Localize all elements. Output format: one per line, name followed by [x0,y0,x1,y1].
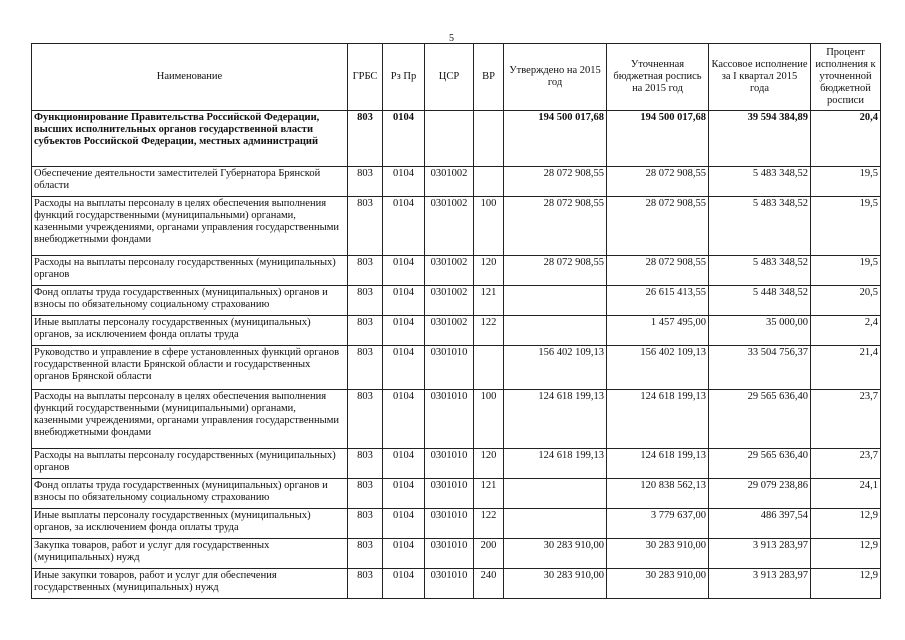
cell-name: Функционирование Правительства Российской Федерации, высших исполнительных органов государственной власти субъектов Российской Федерации, местных администраций [32,111,348,167]
cell-approved: 124 618 199,13 [504,449,607,479]
cell-name: Фонд оплаты труда государственных (муниципальных) органов и взносы по обязательному социальному страхованию [32,479,348,509]
cell-rzpr: 0104 [383,569,425,599]
cell-refined: 1 457 495,00 [607,316,709,346]
cell-cash: 5 448 348,52 [709,286,811,316]
budget-table [31,43,881,599]
cell-rzpr: 0104 [383,286,425,316]
cell-csr: 0301010 [425,449,474,479]
table-row [32,316,881,346]
cell-csr: 0301010 [425,539,474,569]
cell-vr: 121 [474,286,504,316]
cell-cash: 39 594 384,89 [709,111,811,167]
table-row [32,539,881,569]
cell-cash: 3 913 283,97 [709,569,811,599]
cell-vr: 100 [474,390,504,449]
cell-name: Расходы на выплаты персоналу в целях обеспечения выполнения функций государственными (муниципальными) органами, казенными учреждениями, органами управления государственными внебюджетными фондами [32,197,348,256]
cell-name: Расходы на выплаты персоналу государственных (муниципальных) органов [32,256,348,286]
cell-vr: 200 [474,539,504,569]
cell-rzpr: 0104 [383,167,425,197]
cell-name: Иные выплаты персоналу государственных (муниципальных) органов, за исключением фонда оплаты труда [32,509,348,539]
table-row [32,346,881,390]
cell-grbs: 803 [348,390,383,449]
cell-name: Закупка товаров, работ и услуг для государственных (муниципальных) нужд [32,539,348,569]
cell-cash: 33 504 756,37 [709,346,811,390]
cell-cash: 29 565 636,40 [709,390,811,449]
cell-csr: 0301002 [425,316,474,346]
cell-rzpr: 0104 [383,390,425,449]
cell-vr [474,111,504,167]
cell-rzpr: 0104 [383,256,425,286]
cell-cash: 35 000,00 [709,316,811,346]
cell-grbs: 803 [348,479,383,509]
cell-grbs: 803 [348,346,383,390]
cell-percent: 2,4 [811,316,881,346]
cell-percent: 19,5 [811,167,881,197]
cell-vr [474,167,504,197]
cell-refined: 124 618 199,13 [607,449,709,479]
cell-cash: 3 913 283,97 [709,539,811,569]
cell-rzpr: 0104 [383,316,425,346]
cell-approved: 30 283 910,00 [504,539,607,569]
cell-refined: 3 779 637,00 [607,509,709,539]
cell-csr: 0301002 [425,286,474,316]
cell-percent: 20,4 [811,111,881,167]
header-name: Наименование [32,44,348,111]
cell-percent: 23,7 [811,390,881,449]
header-vr: ВР [474,44,504,111]
table-row [32,390,881,449]
cell-grbs: 803 [348,539,383,569]
header-row [32,44,881,111]
cell-approved: 28 072 908,55 [504,256,607,286]
cell-rzpr: 0104 [383,197,425,256]
cell-vr: 240 [474,569,504,599]
cell-rzpr: 0104 [383,111,425,167]
cell-approved: 124 618 199,13 [504,390,607,449]
cell-vr: 100 [474,197,504,256]
cell-percent: 19,5 [811,256,881,286]
cell-rzpr: 0104 [383,509,425,539]
cell-percent: 12,9 [811,539,881,569]
cell-vr: 122 [474,316,504,346]
cell-vr: 120 [474,256,504,286]
table-row [32,509,881,539]
cell-name: Иные выплаты персоналу государственных (муниципальных) органов, за исключением фонда оплаты труда [32,316,348,346]
cell-csr: 0301010 [425,509,474,539]
cell-percent: 12,9 [811,569,881,599]
cell-refined: 156 402 109,13 [607,346,709,390]
cell-cash: 29 565 636,40 [709,449,811,479]
cell-percent: 12,9 [811,509,881,539]
header-rzpr: Рз Пр [383,44,425,111]
cell-cash: 29 079 238,86 [709,479,811,509]
cell-name: Руководство и управление в сфере установленных функций органов государственной власти Брянской области и государственных органов Брянской области [32,346,348,390]
cell-name: Фонд оплаты труда государственных (муниципальных) органов и взносы по обязательному социальному страхованию [32,286,348,316]
cell-name: Обеспечение деятельности заместителей Губернатора Брянской области [32,167,348,197]
table-row [32,569,881,599]
cell-grbs: 803 [348,256,383,286]
cell-cash: 5 483 348,52 [709,256,811,286]
header-percent: Процент исполнения к уточненной бюджетной росписи [811,44,881,111]
cell-percent: 21,4 [811,346,881,390]
table-row [32,449,881,479]
header-csr: ЦСР [425,44,474,111]
cell-refined: 30 283 910,00 [607,569,709,599]
header-grbs: ГРБС [348,44,383,111]
page-number: 5 [449,33,454,44]
cell-grbs: 803 [348,316,383,346]
cell-cash: 5 483 348,52 [709,197,811,256]
cell-refined: 120 838 562,13 [607,479,709,509]
cell-approved: 28 072 908,55 [504,167,607,197]
cell-csr: 0301010 [425,390,474,449]
cell-grbs: 803 [348,167,383,197]
cell-rzpr: 0104 [383,449,425,479]
cell-name: Расходы на выплаты персоналу государственных (муниципальных) органов [32,449,348,479]
cell-refined: 28 072 908,55 [607,256,709,286]
cell-grbs: 803 [348,111,383,167]
cell-refined: 30 283 910,00 [607,539,709,569]
header-refined: Уточненная бюджетная роспись на 2015 год [607,44,709,111]
cell-csr: 0301010 [425,479,474,509]
table-row [32,286,881,316]
cell-csr: 0301010 [425,346,474,390]
cell-csr [425,111,474,167]
cell-refined: 28 072 908,55 [607,167,709,197]
cell-csr: 0301002 [425,167,474,197]
cell-approved [504,509,607,539]
cell-cash: 486 397,54 [709,509,811,539]
cell-rzpr: 0104 [383,539,425,569]
cell-grbs: 803 [348,449,383,479]
cell-cash: 5 483 348,52 [709,167,811,197]
table-row [32,256,881,286]
cell-grbs: 803 [348,286,383,316]
table-row [32,167,881,197]
cell-name: Иные закупки товаров, работ и услуг для обеспечения государственных (муниципальных) нужд [32,569,348,599]
cell-csr: 0301010 [425,569,474,599]
cell-percent: 20,5 [811,286,881,316]
cell-percent: 19,5 [811,197,881,256]
cell-approved: 30 283 910,00 [504,569,607,599]
table-row [32,197,881,256]
cell-percent: 24,1 [811,479,881,509]
budget-table-body [32,111,881,599]
cell-csr: 0301002 [425,256,474,286]
cell-refined: 124 618 199,13 [607,390,709,449]
cell-refined: 26 615 413,55 [607,286,709,316]
cell-name: Расходы на выплаты персоналу в целях обеспечения выполнения функций государственными (муниципальными) органами, казенными учреждениями, органами управления государственными внебюджетными фондами [32,390,348,449]
header-cash: Кассовое исполнение за I квартал 2015 года [709,44,811,111]
cell-approved [504,316,607,346]
cell-grbs: 803 [348,509,383,539]
cell-grbs: 803 [348,569,383,599]
cell-approved: 194 500 017,68 [504,111,607,167]
cell-vr: 120 [474,449,504,479]
cell-vr [474,346,504,390]
cell-approved [504,479,607,509]
cell-rzpr: 0104 [383,479,425,509]
cell-approved: 156 402 109,13 [504,346,607,390]
cell-refined: 194 500 017,68 [607,111,709,167]
table-row [32,111,881,167]
cell-refined: 28 072 908,55 [607,197,709,256]
table-row [32,479,881,509]
cell-percent: 23,7 [811,449,881,479]
cell-grbs: 803 [348,197,383,256]
cell-csr: 0301002 [425,197,474,256]
cell-vr: 121 [474,479,504,509]
cell-approved [504,286,607,316]
cell-vr: 122 [474,509,504,539]
cell-rzpr: 0104 [383,346,425,390]
header-approved: Утверждено на 2015 год [504,44,607,111]
cell-approved: 28 072 908,55 [504,197,607,256]
